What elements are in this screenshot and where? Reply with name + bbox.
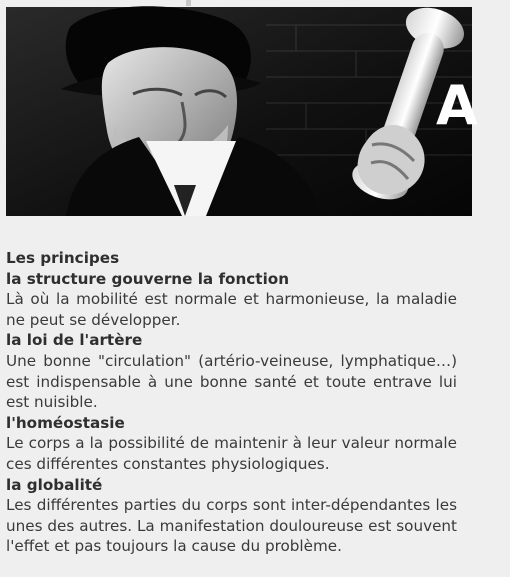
- principle-title-structure: la structure gouverne la fonction: [6, 269, 290, 288]
- principle-text-structure: Là où la mobilité est normale et harmonieuse, la maladie ne peut se développer.: [6, 290, 457, 329]
- hero-image: [6, 7, 478, 216]
- principle-text-artery: Une bonne "circulation" (artério-veineuse, lymphatique…) est indispensable à une bonne santé et toute entrave lui est nuisible.: [6, 351, 457, 412]
- principle-text-globality: Les différentes parties du corps sont inter-dépendantes les unes des autres. La manifestation douloureuse est souvent l'effet et pas toujours la cause du problème.: [6, 496, 457, 556]
- hero-photo: [6, 7, 478, 216]
- hero-overlay-letter: A: [436, 74, 478, 137]
- principle-title-globality: la globalité: [6, 475, 103, 494]
- principle-text-homeostasis: Le corps a la possibilité de maintenir à leur valeur normale ces différentes constantes physiologiques.: [6, 434, 457, 473]
- principles-section: [6, 248, 457, 557]
- scroll-marker: [186, 0, 191, 6]
- principles-heading: Les principes: [6, 249, 120, 267]
- principle-title-homeostasis: l'homéostasie: [6, 413, 125, 432]
- principle-title-artery: la loi de l'artère: [6, 331, 143, 350]
